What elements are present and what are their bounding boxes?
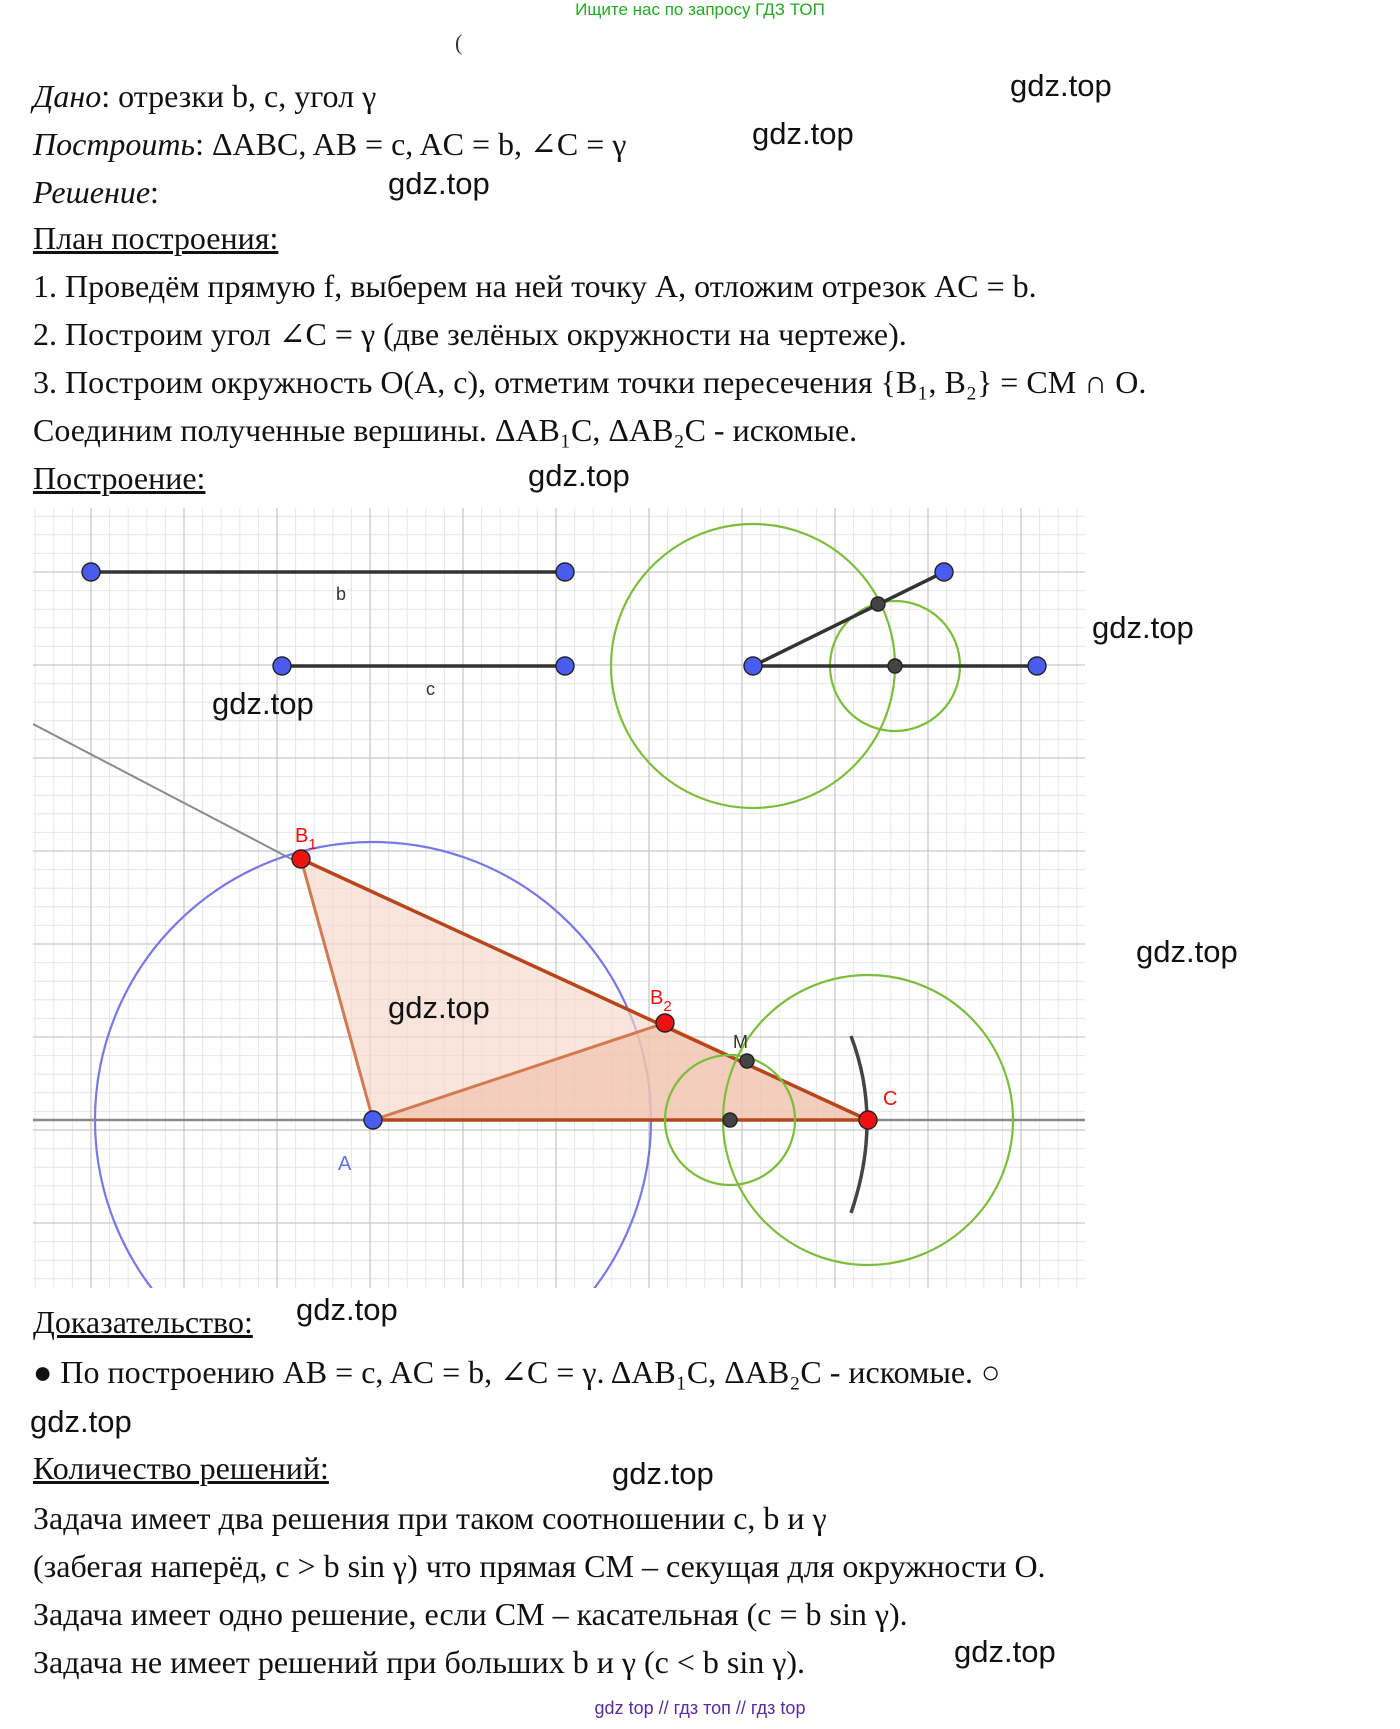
watermark: gdz.top [528, 458, 630, 493]
watermark: gdz.top [1092, 610, 1194, 645]
watermark: gdz.top [1010, 68, 1112, 103]
point-a[interactable] [364, 1111, 382, 1129]
point-angle-base-end[interactable] [1028, 657, 1046, 675]
point-b2[interactable] [656, 1014, 674, 1032]
point-b1[interactable] [292, 850, 310, 868]
label-b2: $B_2$ [650, 987, 672, 1015]
point-m[interactable] [740, 1054, 754, 1068]
watermark: gdz.top [388, 166, 490, 201]
given-text: : отрезки b, c, угол γ [101, 78, 377, 114]
grid [33, 508, 1085, 1288]
plan-heading: План построения: [33, 220, 279, 256]
point-angle-side-end[interactable] [935, 563, 953, 581]
watermark: gdz.top [752, 116, 854, 151]
construct-label: Построить [33, 126, 196, 162]
label-b1: $B_1$ [295, 825, 317, 853]
construction-figure [33, 508, 1085, 1288]
label-c-point: C [883, 1088, 898, 1110]
label-b: b [336, 584, 347, 604]
construction-heading: Построение: [33, 460, 206, 496]
point-angle-vertex[interactable] [744, 657, 762, 675]
point-c-end[interactable] [556, 657, 574, 675]
count-line-4: Задача не имеет решений при больших b и γ (c < b sin γ). [33, 1644, 805, 1680]
solution-text: : [150, 174, 159, 210]
footer-links[interactable]: gdz top // гдз топ // гдз top [594, 1698, 806, 1718]
label-c: c [426, 679, 435, 699]
point-c-start[interactable] [273, 657, 291, 675]
point-b-end[interactable] [556, 563, 574, 581]
watermark: gdz.top [954, 1634, 1056, 1669]
watermark: gdz.top [388, 990, 490, 1025]
point-b-start[interactable] [82, 563, 100, 581]
proof-text: ● По построению AB = c, AC = b, ∠C = γ. ΔAB₁C, ΔAB₂C - искомые. ○ [33, 1354, 1001, 1390]
point-angle-intersection-base [888, 659, 902, 673]
point-angle-intersection-side [871, 597, 885, 611]
count-line-2: (забегая наперёд, c > b sin γ) что прямая CM – секущая для окружности O. [33, 1548, 1046, 1584]
solution-line [33, 172, 159, 212]
point-c[interactable] [859, 1111, 877, 1129]
proof-heading: Доказательство: [33, 1304, 253, 1340]
angle-side-segment [753, 572, 944, 666]
solution-label: Решение [33, 174, 151, 210]
plan-step-1: 1. Проведём прямую f, выберем на ней точку A, отложим отрезок AC = b. [33, 268, 1037, 304]
top-banner[interactable]: Ищите нас по запросу ГДЗ ТОП [575, 0, 825, 19]
watermark: gdz.top [612, 1456, 714, 1491]
plan-step-3: 3. Построим окружность O(A, c), отметим точки пересечения {B₁, B₂} = CM ∩ O. [33, 364, 1147, 400]
watermark: gdz.top [30, 1404, 132, 1439]
plan-step-2: 2. Построим угол ∠C = γ (две зелёных окружности на чертеже). [33, 316, 907, 352]
label-m: M [733, 1032, 748, 1052]
watermark: gdz.top [296, 1292, 398, 1327]
construct-text: : ΔABC, AB = c, AC = b, ∠C = γ [195, 126, 627, 162]
watermark: gdz.top [1136, 934, 1238, 969]
label-a: A [338, 1153, 352, 1175]
watermark: gdz.top [212, 686, 314, 721]
given-label: Дано [33, 78, 102, 114]
count-line-1: Задача имеет два решения при таком соотношении c, b и γ [33, 1500, 827, 1536]
count-heading: Количество решений: [33, 1450, 329, 1486]
construct-line [33, 124, 626, 164]
plan-step-4: Соединим полученные вершины. ΔAB₁C, ΔAB₂C - искомые. [33, 412, 858, 448]
point-small-circle-center [723, 1113, 737, 1127]
count-line-3: Задача имеет одно решение, если CM – касательная (c = b sin γ). [33, 1596, 908, 1632]
stray-mark: ( [455, 30, 463, 55]
given-line [33, 76, 376, 116]
